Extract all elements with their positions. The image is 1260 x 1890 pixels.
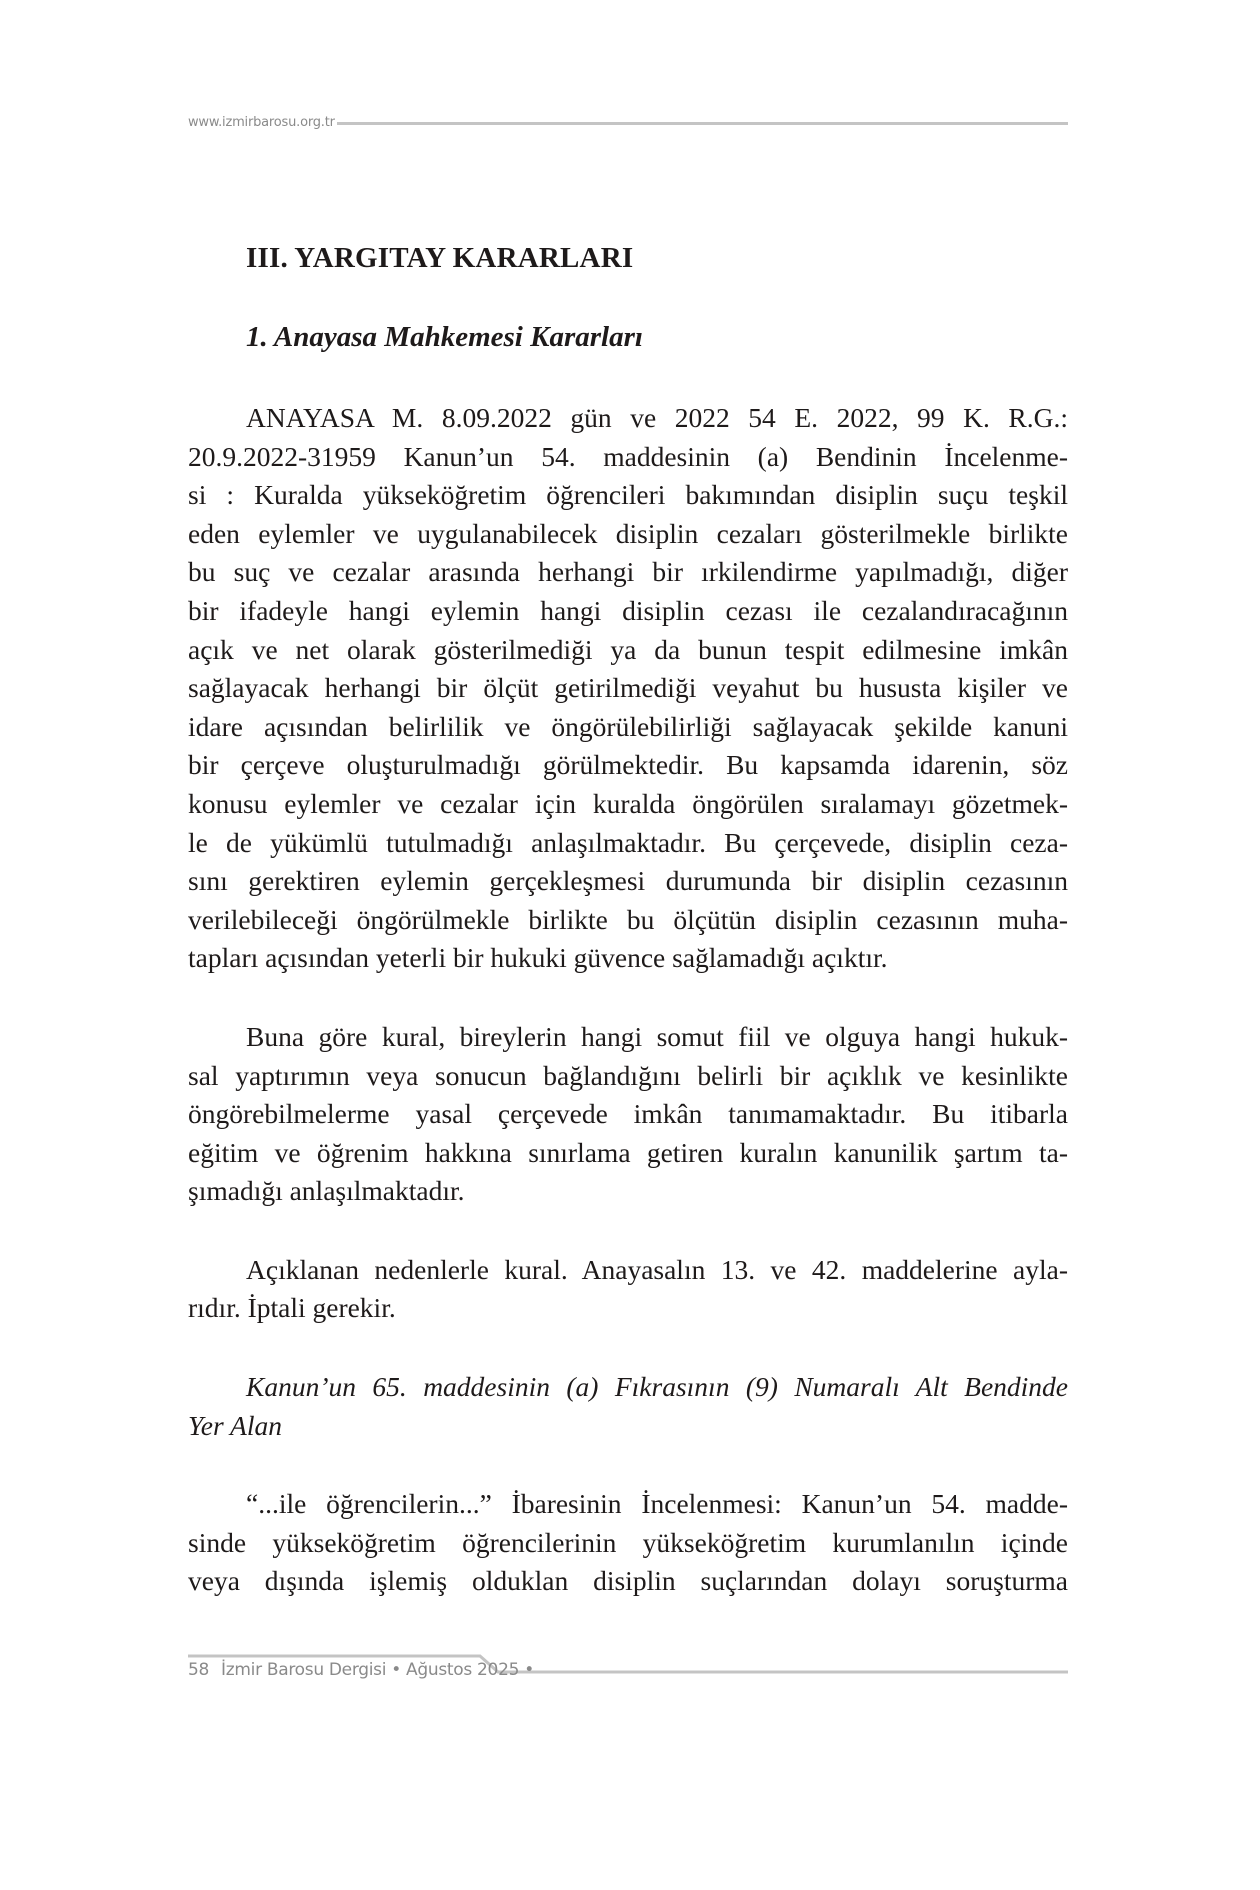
paragraph-phrase-review	[188, 1485, 1068, 1601]
page-content	[188, 238, 1068, 1601]
text-line: ANAYASA M. 8.09.2022 gün ve 2022 54 E. 2022, 99 K. R.G.:	[246, 402, 1068, 433]
text-line: konusu eylemler ve cezalar için kuralda öngörülen sıralamayı gözetmek-	[188, 787, 1068, 819]
text-line: “...ile öğrencilerin...” İbaresinin İncelenmesi: Kanun’un 54. madde-	[246, 1488, 1068, 1520]
paragraph-annulment	[188, 1251, 1068, 1328]
header-rule	[337, 122, 1068, 125]
page-footer	[188, 1650, 1068, 1690]
text-line: şımadığı anlaşılmaktadır.	[188, 1175, 465, 1207]
publication-name: İzmir Barosu Dergisi • Ağustos 2025 •	[221, 1660, 534, 1680]
text-line: sını gerektiren eylemin gerçekleşmesi durumunda bir disiplin cezasının	[188, 865, 1068, 897]
text-line: si : Kuralda yükseköğretim öğrencileri bakımından disiplin suçu teşkil	[188, 479, 1068, 511]
text-line: bu suç ve cezalar arasında herhangi bir ırkilendirme yapılmadığı, diğer	[188, 556, 1068, 588]
section-title: III. YARGITAY KARARLARI	[246, 242, 634, 274]
text-line: sağlayacak herhangi bir ölçüt getirilmediği veyahut bu hususta kişiler ve	[188, 672, 1068, 704]
website-url: www.izmirbarosu.org.tr	[188, 114, 335, 130]
text-line: açık ve net olarak gösterilmediği ya da bunun tespit edilmesine imkân	[188, 633, 1068, 665]
text-line: Buna göre kural, bireylerin hangi somut fiil ve olguya hangi hukuk-	[246, 1020, 1068, 1052]
text-line: 20.9.2022-31959 Kanun’un 54. maddesinin (a) Bendinin İncelenme-	[188, 440, 1068, 472]
paragraph-conclusion	[188, 1018, 1068, 1211]
text-line: idare açısından belirlilik ve öngörülebilirliği sağlayacak şekilde kanuni	[188, 710, 1068, 742]
text-line: Kanun’un 65. maddesinin (a) Fıkrasının (9) Numaralı Alt Bendinde	[246, 1371, 1068, 1403]
text-line: sal yaptırımın veya sonucun bağlandığını belirli bir açıklık ve kesinlikte	[188, 1059, 1068, 1091]
text-line: bir ifadeyle hangi eylemin hangi disiplin cezası ile cezalandıracağının	[188, 594, 1068, 626]
text-line: tapları açısından yeterli bir hukuki güvence sağlamadığı açıktır.	[188, 942, 888, 974]
footer-text	[188, 1660, 534, 1680]
text-line: bir çerçeve oluşturulmadığı görülmektedir. Bu kapsamda idarenin, söz	[188, 749, 1068, 781]
text-line: öngörebilmelerme yasal çerçevede imkân tanımamaktadır. Bu itibarla	[188, 1098, 1068, 1130]
text-line: sinde yükseköğretim öğrencilerinin yükseköğretim kurumlanılın içinde	[188, 1526, 1068, 1558]
text-line: Yer Alan	[188, 1409, 282, 1441]
text-line: verilebileceği öngörülmekle birlikte bu ölçütün disiplin cezasının muha-	[188, 903, 1068, 935]
text-line: Açıklanan nedenlerle kural. Anayasalın 13. ve 42. maddelerine ayla-	[246, 1253, 1068, 1285]
text-line: veya dışında işlemiş olduklan disiplin suçlarından dolayı soruşturma	[188, 1565, 1068, 1597]
text-line: eğitim ve öğrenim hakkına sınırlama getiren kuralın kanunilik şartım ta-	[188, 1136, 1068, 1168]
text-line: eden eylemler ve uygulanabilecek disiplin cezaları gösterilmekle birlikte	[188, 517, 1068, 549]
page-number: 58	[188, 1660, 210, 1680]
paragraph-ruling-summary	[188, 399, 1068, 978]
subsection-title: 1. Anayasa Mahkemesi Kararları	[246, 321, 643, 353]
paragraph-italic-heading	[188, 1368, 1068, 1445]
page-header	[188, 112, 1068, 132]
text-line: le de yükümlü tutulmadığı anlaşılmaktadır. Bu çerçevede, disiplin ceza-	[188, 826, 1068, 858]
text-line: rıdır. İptali gerekir.	[188, 1292, 396, 1324]
